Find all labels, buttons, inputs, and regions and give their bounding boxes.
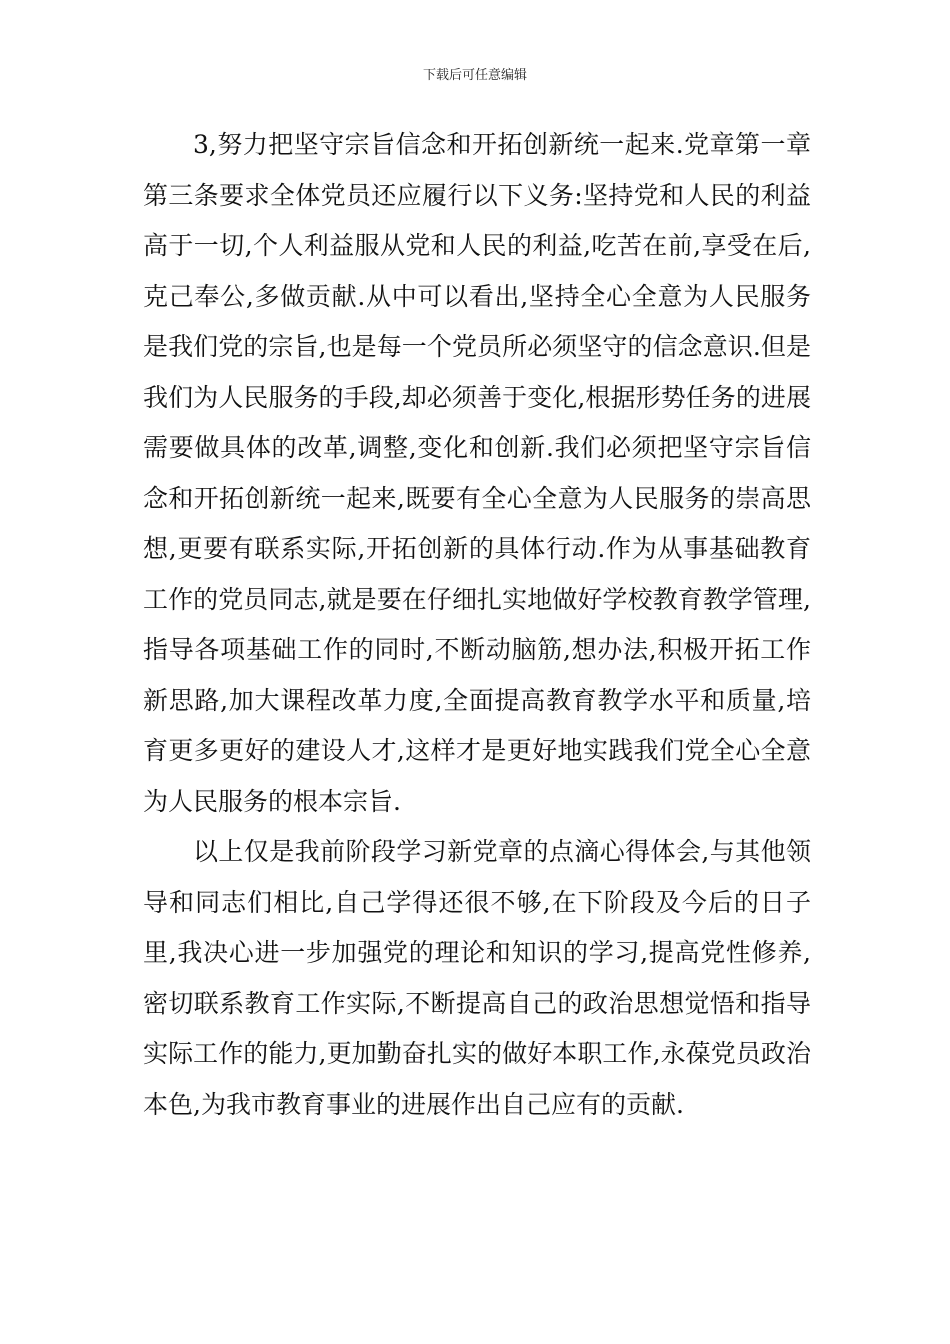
paragraph-1: 3,努力把坚守宗旨信念和开拓创新统一起来.党章第一章第三条要求全体党员还应履行以下义务:坚持党和人民的利益高于一切,个人利益服从党和人民的利益,吃苦在前,享受在后,克己奉公,多做贡献.从中可以看出,坚持全心全意为人民服务是我们党的宗旨,也是每一个党员所必须坚守的信念意识.但是我们为人民服务的手段,却必须善于变化,根据形势任务的进展需要做具体的改革,调整,变化和创新.我们必须把坚守宗旨信念和开拓创新统一起来,既要有全心全意为人民服务的崇高思想,更要有联系实际,开拓创新的具体行动.作为从事基础教育工作的党员同志,就是要在仔细扎实地做好学校教育教学管理,指导各项基础工作的同时,不断动脑筋,想办法,积极开拓工作新思路,加大课程改革力度,全面提高教育教学水平和质量,培育更多更好的建设人才,这样才是更好地实践我们党全心全意为人民服务的根本宗旨. (143, 130, 811, 816)
page-header: 下载后可任意编辑 (422, 68, 527, 83)
document-body (143, 120, 811, 1130)
paragraph-2: 以上仅是我前阶段学习新党章的点滴心得体会,与其他领导和同志们相比,自己学得还很不够,在下阶段及今后的日子里,我决心进一步加强党的理论和知识的学习,提高党性修养,密切联系教育工作实际,不断提高自己的政治思想觉悟和指导实际工作的能力,更加勤奋扎实的做好本职工作,永葆党员政治本色,为我市教育事业的进展作出自己应有的贡献. (143, 837, 811, 1119)
